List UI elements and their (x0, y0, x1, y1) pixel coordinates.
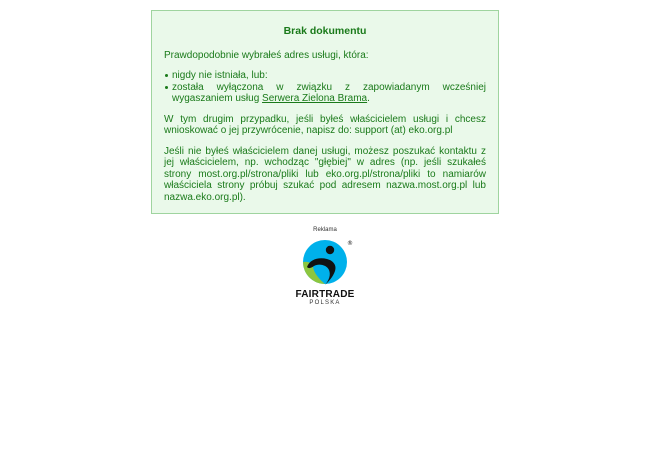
service-link[interactable]: Serwera Zielona Brama (262, 93, 368, 104)
reason-text: została wyłączona w związku z zapowiadanym wcześniej wygaszaniem usług (172, 81, 486, 104)
non-owner-paragraph: Jeśli nie byłeś właścicielem danej usługi, możesz poszukać kontaktu z jej właścicielem, np. wchodząc "głębiej" w adres (np. jeśli szukałeś strony most.org.pl/strona/pliki lub eko.org.pl/strona/pliki to namiarów właściciela strony próbuj szukać pod adresem nazwa.most.org.pl lub nazwa.eko.org.pl). (164, 145, 486, 203)
reason-item: nigdy nie istniała, lub: (172, 70, 486, 82)
ad-label: Reklama (313, 227, 337, 233)
missing-document-notice (151, 10, 499, 214)
ad-section (0, 227, 650, 309)
fairtrade-logo-link[interactable] (293, 237, 357, 307)
notice-title: Brak dokumentu (283, 25, 367, 37)
reason-suffix: . (367, 93, 370, 104)
notice-intro: Prawdopodobnie wybrałeś adres usługi, która: (164, 49, 369, 61)
reason-item (172, 82, 486, 105)
owner-paragraph: W tym drugim przypadku, jeśli byłeś właścicielem usługi i chcesz wnioskować o jej przywrócenie, napisz do: support (at) eko.org.pl (164, 113, 486, 136)
registered-mark: ® (347, 240, 353, 247)
fairtrade-mark-icon (297, 237, 353, 289)
reasons-list (164, 70, 486, 105)
brand-name: FAIRTRADE (295, 289, 355, 300)
brand-subtitle: POLSKA (309, 300, 341, 306)
mark-figure-head (326, 246, 334, 254)
